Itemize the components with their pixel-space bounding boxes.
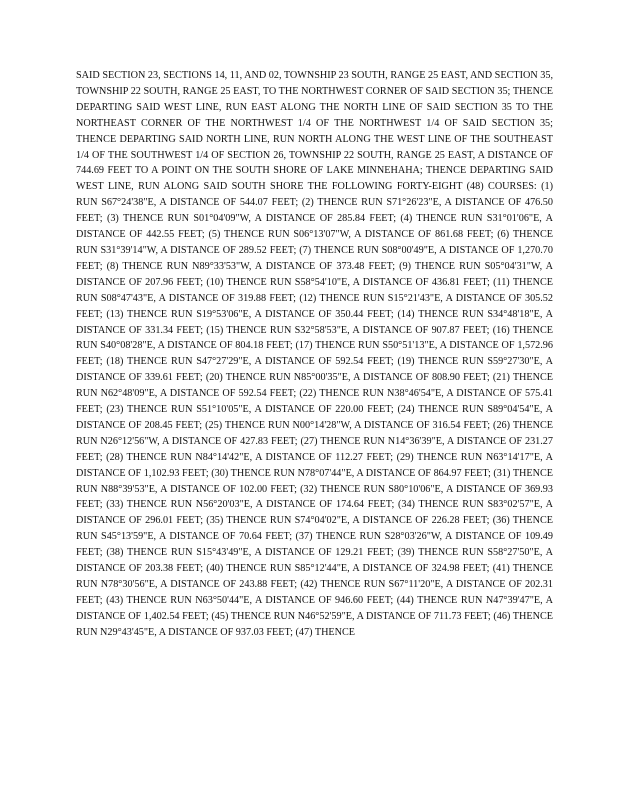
legal-description-paragraph: SAID SECTION 23, SECTIONS 14, 11, AND 02, TOWNSHIP 23 SOUTH, RANGE 25 EAST, AND SECTION 35, TOWNSHIP 22 SOUTH, RANGE 25 EAST, TO THE NORTHWEST CORNER OF SAID SECTION 35; THENCE DEPARTING SAID WEST LINE, RUN EAST ALONG THE NORTH LINE OF SAID SECTION 35 TO THE NORTHEAST CORNER OF THE NORTHWEST 1/4 OF THE NORTHWEST 1/4 OF SAID SECTION 35; THENCE DEPARTING SAID NORTH LINE, RUN NORTH ALONG THE WEST LINE OF THE SOUTHEAST 1/4 OF THE SOUTHWEST 1/4 OF SECTION 26, TOWNSHIP 22 SOUTH, RANGE 25 EAST, A DISTANCE OF 744.69 FEET TO A POINT ON THE SOUTH SHORE OF LAKE MINNEHAHA; THENCE DEPARTING SAID WEST LINE, RUN ALONG SAID SOUTH SHORE THE FOLLOWING FORTY-EIGHT (48) COURSES: (1) RUN S67°24'38"E, A DISTANCE OF 544.07 FEET; (2) THENCE RUN S71°26'23"E, A DISTANCE OF 476.50 FEET; (3) THENCE RUN S01°04'09"W, A DISTANCE OF 285.84 FEET; (4) THENCE RUN S31°01'06"E, A DISTANCE OF 442.55 FEET; (5) THENCE RUN S06°13'07"W, A DISTANCE OF 861.68 FEET; (6) THENCE RUN S31°39'14"W, A DISTANCE OF 289.52 FEET; (7) THENCE RUN S08°00'49"E, A DISTANCE OF 1,270.70 FEET; (8) THENCE RUN N89°33'53"W, A DISTANCE OF 373.48 FEET; (9) THENCE RUN S05°04'31"W, A DISTANCE OF 207.96 FEET; (10) THENCE RUN S58°54'10"E, A DISTANCE OF 436.81 FEET; (11) THENCE RUN S08°47'43"E, A DISTANCE OF 319.88 FEET; (12) THENCE RUN S15°21'43"E, A DISTANCE OF 305.52 FEET; (13) THENCE RUN S19°53'06"E, A DISTANCE OF 350.44 FEET; (14) THENCE RUN S34°48'18"E, A DISTANCE OF 331.34 FEET; (15) THENCE RUN S32°58'53"E, A DISTANCE OF 907.87 FEET; (16) THENCE RUN S40°08'28"E, A DISTANCE OF 804.18 FEET; (17) THENCE RUN S50°51'13"E, A DISTANCE OF 1,572.96 FEET; (18) THENCE RUN S47°27'29"E, A DISTANCE OF 592.54 FEET; (19) THENCE RUN S59°27'30"E, A DISTANCE OF 339.61 FEET; (20) THENCE RUN N85°00'35"E, A DISTANCE OF 808.90 FEET; (21) THENCE RUN N62°48'09"E, A DISTANCE OF 592.54 FEET; (22) THENCE RUN N38°46'54"E, A DISTANCE OF 575.41 FEET; (23) THENCE RUN S51°10'05"E, A DISTANCE OF 220.00 FEET; (24) THENCE RUN S89°04'54"E, A DISTANCE OF 208.45 FEET; (25) THENCE RUN N00°14'28"W, A DISTANCE OF 316.54 FEET; (26) THENCE RUN N26°12'56"W, A DISTANCE OF 427.83 FEET; (27) THENCE RUN N14°36'39"E, A DISTANCE OF 231.27 FEET; (28) THENCE RUN N84°14'42"E, A DISTANCE OF 112.27 FEET; (29) THENCE RUN N63°14'17"E, A DISTANCE OF 1,102.93 FEET; (30) THENCE RUN N78°07'44"E, A DISTANCE OF 864.97 FEET; (31) THENCE RUN N88°39'53"E, A DISTANCE OF 102.00 FEET; (32) THENCE RUN S80°10'06"E, A DISTANCE OF 369.93 FEET; (33) THENCE RUN N56°20'03"E, A DISTANCE OF 174.64 FEET; (34) THENCE RUN S83°02'57"E, A DISTANCE OF 296.01 FEET; (35) THENCE RUN S74°04'02"E, A DISTANCE OF 226.28 FEET; (36) THENCE RUN S45°13'59"E, A DISTANCE OF 70.64 FEET; (37) THENCE RUN S28°03'26"W, A DISTANCE OF 109.49 FEET; (38) THENCE RUN S15°43'49"E, A DISTANCE OF 129.21 FEET; (39) THENCE RUN S58°27'50"E, A DISTANCE OF 203.38 FEET; (40) THENCE RUN S85°12'44"E, A DISTANCE OF 324.98 FEET; (41) THENCE RUN N78°30'56"E, A DISTANCE OF 243.88 FEET; (42) THENCE RUN S67°11'20"E, A DISTANCE OF 202.31 FEET; (43) THENCE RUN N63°50'44"E, A DISTANCE OF 946.60 FEET; (44) THENCE RUN N47°39'47"E, A DISTANCE OF 1,402.54 FEET; (45) THENCE RUN N46°52'59"E, A DISTANCE OF 711.73 FEET; (46) THENCE RUN N29°43'45"E, A DISTANCE OF 937.03 FEET; (47) THENCE (76, 70, 553, 638)
